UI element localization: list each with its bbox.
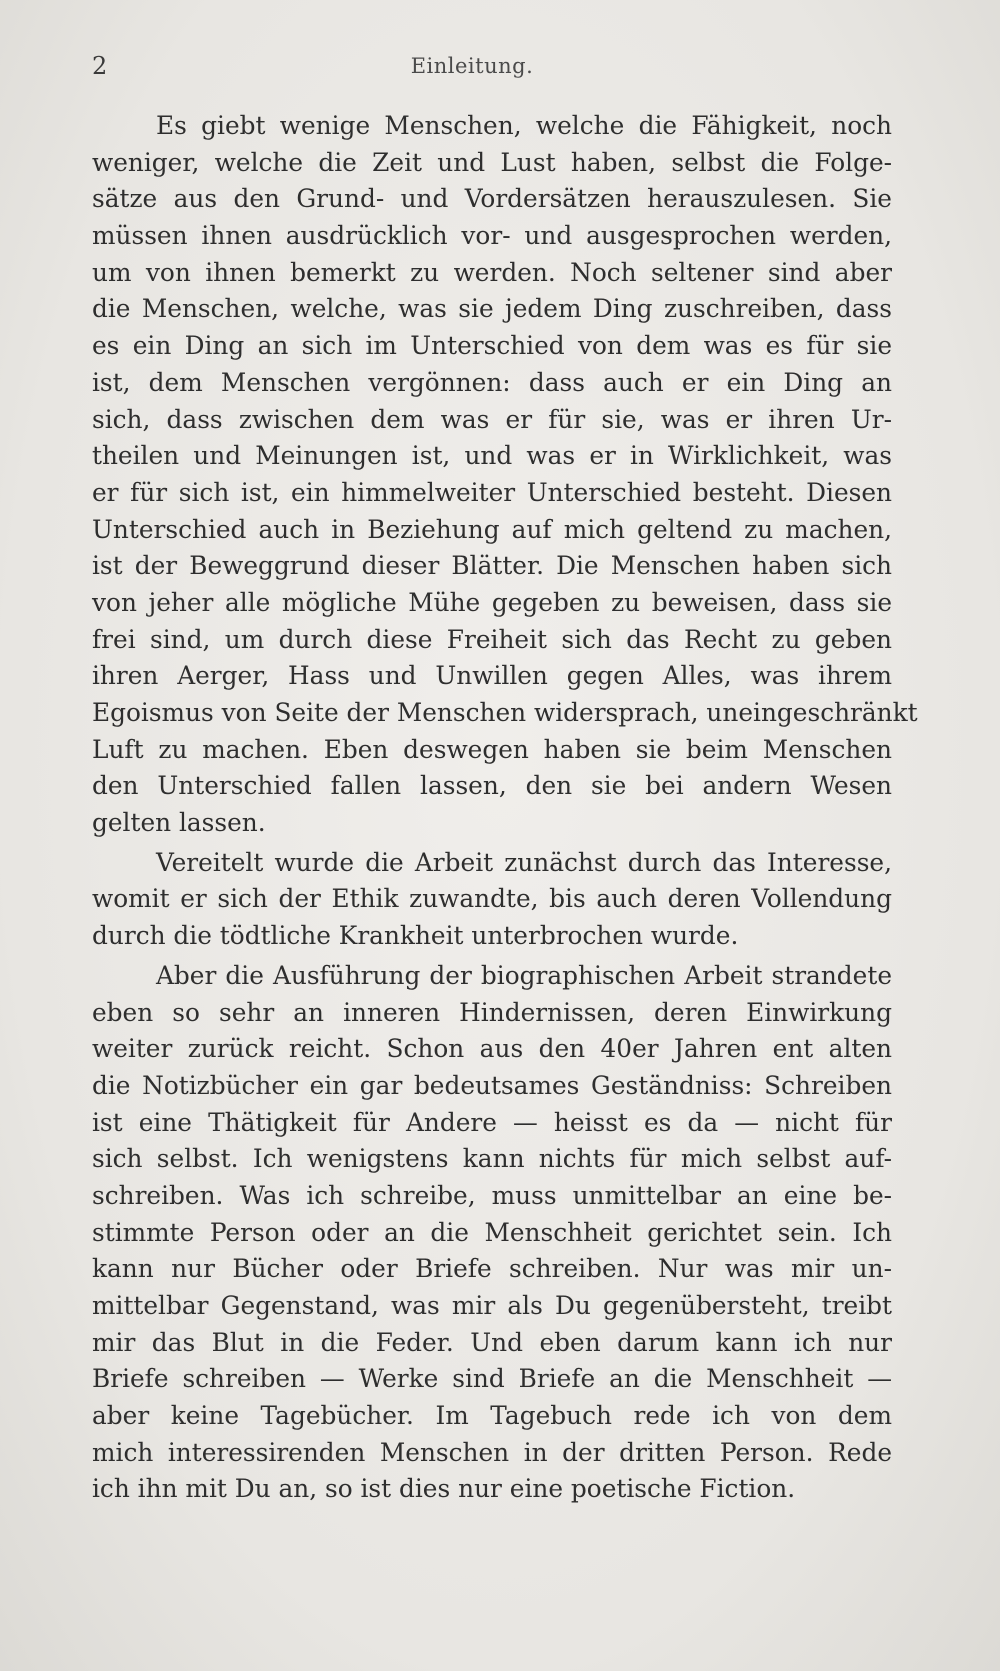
text-line: ich ihn mit Du an, so ist dies nur eine poetische Fiction.	[92, 1474, 796, 1504]
text-line: schreiben. Was ich schreibe, muss unmittelbar an eine be-	[92, 1180, 892, 1210]
paragraph	[92, 845, 892, 955]
text-line: Egoismus von Seite der Menschen widersprach, uneingeschränkt	[92, 698, 918, 727]
page-header	[92, 52, 852, 92]
text-line: sich, dass zwischen dem was er für sie, was er ihren Ur-	[92, 404, 892, 434]
paragraph	[92, 108, 918, 842]
text-line: frei sind, um durch diese Freiheit sich das Recht zu geben	[92, 624, 892, 654]
running-head: Einleitung.	[410, 54, 534, 78]
text-line: Briefe schreiben — Werke sind Briefe an die Menschheit —	[92, 1364, 892, 1394]
paragraph	[92, 958, 892, 1508]
text-line: die Menschen, welche, was sie jedem Ding zuschreiben, dass	[92, 294, 892, 324]
text-line: den Unterschied fallen lassen, den sie bei andern Wesen	[92, 771, 892, 801]
text-line: Luft zu machen. Eben deswegen haben sie beim Menschen	[92, 734, 892, 764]
text-line: aber keine Tagebücher. Im Tagebuch rede ich von dem	[92, 1401, 892, 1431]
text-line: womit er sich der Ethik zuwandte, bis auch deren Vollendung	[92, 884, 892, 914]
text-line: theilen und Meinungen ist, und was er in Wirklichkeit, was	[92, 441, 892, 471]
text-line: es ein Ding an sich im Unterschied von dem was es für sie	[92, 331, 892, 361]
text-line: sich selbst. Ich wenigstens kann nichts für mich selbst auf-	[92, 1144, 892, 1174]
text-line: er für sich ist, ein himmelweiter Unterschied besteht. Diesen	[92, 477, 892, 507]
text-line: durch die tödtliche Krankheit unterbrochen wurde.	[92, 921, 739, 951]
text-line: mittelbar Gegenstand, was mir als Du gegenübersteht, treibt	[92, 1291, 892, 1320]
text-line: stimmte Person oder an die Menschheit gerichtet sein. Ich	[92, 1217, 892, 1247]
text-line: Unterschied auch in Beziehung auf mich geltend zu machen,	[92, 514, 892, 544]
text-line: ist, dem Menschen vergönnen: dass auch er ein Ding an	[92, 367, 892, 397]
text-line: weiter zurück reicht. Schon aus den 40er Jahren ent alten	[92, 1034, 892, 1064]
text-line: mich interessirenden Menschen in der dritten Person. Rede	[92, 1437, 892, 1467]
text-line: weniger, welche die Zeit und Lust haben, selbst die Folge-	[92, 147, 892, 177]
text-line: ihren Aerger, Hass und Unwillen gegen Alles, was ihrem	[92, 661, 892, 691]
text-line: um von ihnen bemerkt zu werden. Noch seltener sind aber	[92, 257, 892, 287]
text-line: Es giebt wenige Menschen, welche die Fähigkeit, noch	[156, 111, 892, 140]
text-line: ist eine Thätigkeit für Andere — heisst es da — nicht für	[92, 1107, 892, 1137]
text-line: ist der Beweggrund dieser Blätter. Die Menschen haben sich	[92, 551, 892, 581]
text-line: die Notizbücher ein gar bedeutsames Geständniss: Schreiben	[92, 1070, 892, 1100]
text-line: eben so sehr an inneren Hindernissen, deren Einwirkung	[92, 997, 892, 1027]
text-line: gelten lassen.	[92, 808, 266, 838]
text-line: kann nur Bücher oder Briefe schreiben. Nur was mir un-	[92, 1254, 892, 1284]
text-line: müssen ihnen ausdrücklich vor- und ausgesprochen werden,	[92, 221, 892, 251]
text-line: Vereitelt wurde die Arbeit zunächst durch das Interesse,	[156, 847, 892, 877]
body-text	[92, 108, 918, 1508]
text-line: Aber die Ausführung der biographischen Arbeit strandete	[156, 960, 892, 990]
text-line: sätze aus den Grund- und Vordersätzen herauszulesen. Sie	[92, 184, 892, 214]
page-number: 2	[92, 52, 108, 80]
text-line: von jeher alle mögliche Mühe gegeben zu beweisen, dass sie	[92, 587, 892, 617]
text-line: mir das Blut in die Feder. Und eben darum kann ich nur	[92, 1327, 892, 1357]
